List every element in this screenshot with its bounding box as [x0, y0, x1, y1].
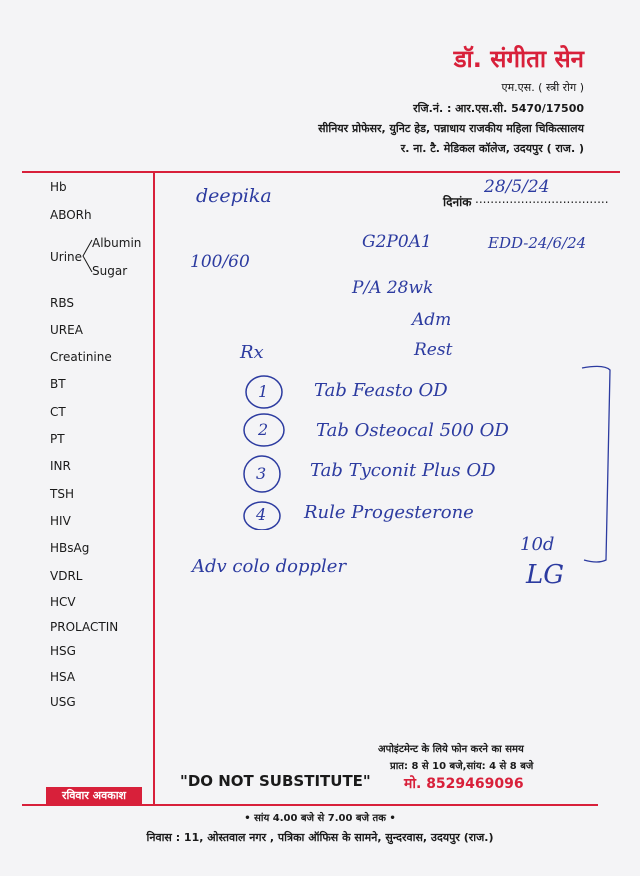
do-not-substitute: "DO NOT SUBSTITUTE"	[180, 772, 371, 790]
sunday-off-badge: रविवार अवकाश	[46, 787, 142, 805]
medication-3: Tab Tyconit Plus OD	[310, 460, 496, 481]
med-number-3: 3	[256, 464, 267, 483]
doctor-name: डॉ. संगीता सेन	[453, 45, 584, 73]
appointment-title: अपोइंटमेन्ट के लिये फोन करने का समय	[378, 744, 524, 755]
phone-number: मो. 8529469096	[404, 776, 524, 792]
test-item: Hb	[50, 180, 67, 194]
handwritten-gravida: G2P0A1	[362, 232, 432, 252]
handwritten-patient-name: deepika	[196, 185, 272, 207]
college-name: र. ना. टै. मेडिकल कॉलेज, उदयपुर ( राज. )	[400, 142, 584, 155]
test-item: PROLACTIN	[50, 620, 119, 634]
left-column-divider	[153, 172, 155, 804]
appointment-times: प्रात: 8 से 10 बजे,सांय: 4 से 8 बजे	[390, 761, 534, 772]
handwritten-adm: Adm	[412, 310, 452, 330]
test-item: HBsAg	[50, 541, 90, 555]
med-number-4: 4	[256, 505, 267, 524]
test-item: HSG	[50, 644, 76, 658]
registration-number: रजि.नं. : आर.एस.सी. 5470/17500	[413, 102, 584, 115]
test-item: PT	[50, 432, 65, 446]
test-item: HCV	[50, 595, 76, 609]
doctor-position: सीनियर प्रोफेसर, युनिट हेड, पन्नाधाय राजकीय महिला चिकित्सालय	[318, 122, 584, 135]
handwritten-rest: Rest	[414, 340, 453, 360]
test-item: Creatinine	[50, 350, 112, 364]
test-item: VDRL	[50, 569, 83, 583]
handwritten-edd: EDD-24/6/24	[488, 234, 587, 252]
residence-address: निवास : 11, ओस्तवाल नगर , पत्रिका ऑफिस के सामने, सुन्दरवास, उदयपुर (राज.)	[146, 831, 494, 844]
med-number-1: 1	[258, 382, 269, 401]
test-item: CT	[50, 405, 66, 419]
med-number-2: 2	[258, 420, 269, 439]
urine-label: Urine	[50, 250, 83, 264]
medication-1: Tab Feasto OD	[314, 380, 448, 401]
evening-timing: • सांय 4.00 बजे से 7.00 बजे तक •	[244, 813, 396, 824]
handwritten-rx: Rx	[240, 342, 264, 363]
header-divider	[22, 171, 620, 173]
handwritten-advice: Adv colo doppler	[192, 556, 347, 577]
test-item: HSA	[50, 670, 76, 684]
handwritten-signature: LG	[526, 560, 565, 590]
medication-2: Tab Osteocal 500 OD	[316, 420, 509, 441]
date-label: दिनांक	[443, 195, 472, 209]
medication-4: Rule Progesterone	[304, 502, 474, 523]
test-item: INR	[50, 459, 71, 473]
handwritten-pa: P/A 28wk	[352, 278, 434, 298]
test-item: HIV	[50, 514, 71, 528]
urine-albumin-label: Albumin	[92, 236, 142, 250]
handwritten-date: 28/5/24	[484, 177, 550, 197]
test-item: ABORh	[50, 208, 92, 222]
test-item: RBS	[50, 296, 74, 310]
test-item: UREA	[50, 323, 83, 337]
handwritten-followup: 10d	[520, 534, 555, 555]
urine-sugar-label: Sugar	[92, 264, 128, 278]
test-item: BT	[50, 377, 66, 391]
medication-bracket	[580, 360, 620, 570]
handwritten-bp: 100/60	[190, 252, 250, 272]
date-line: ...................................	[475, 192, 609, 206]
doctor-qualification: एम.एस. ( स्त्री रोग )	[501, 81, 584, 94]
test-item: USG	[50, 695, 76, 709]
test-item: TSH	[50, 487, 74, 501]
